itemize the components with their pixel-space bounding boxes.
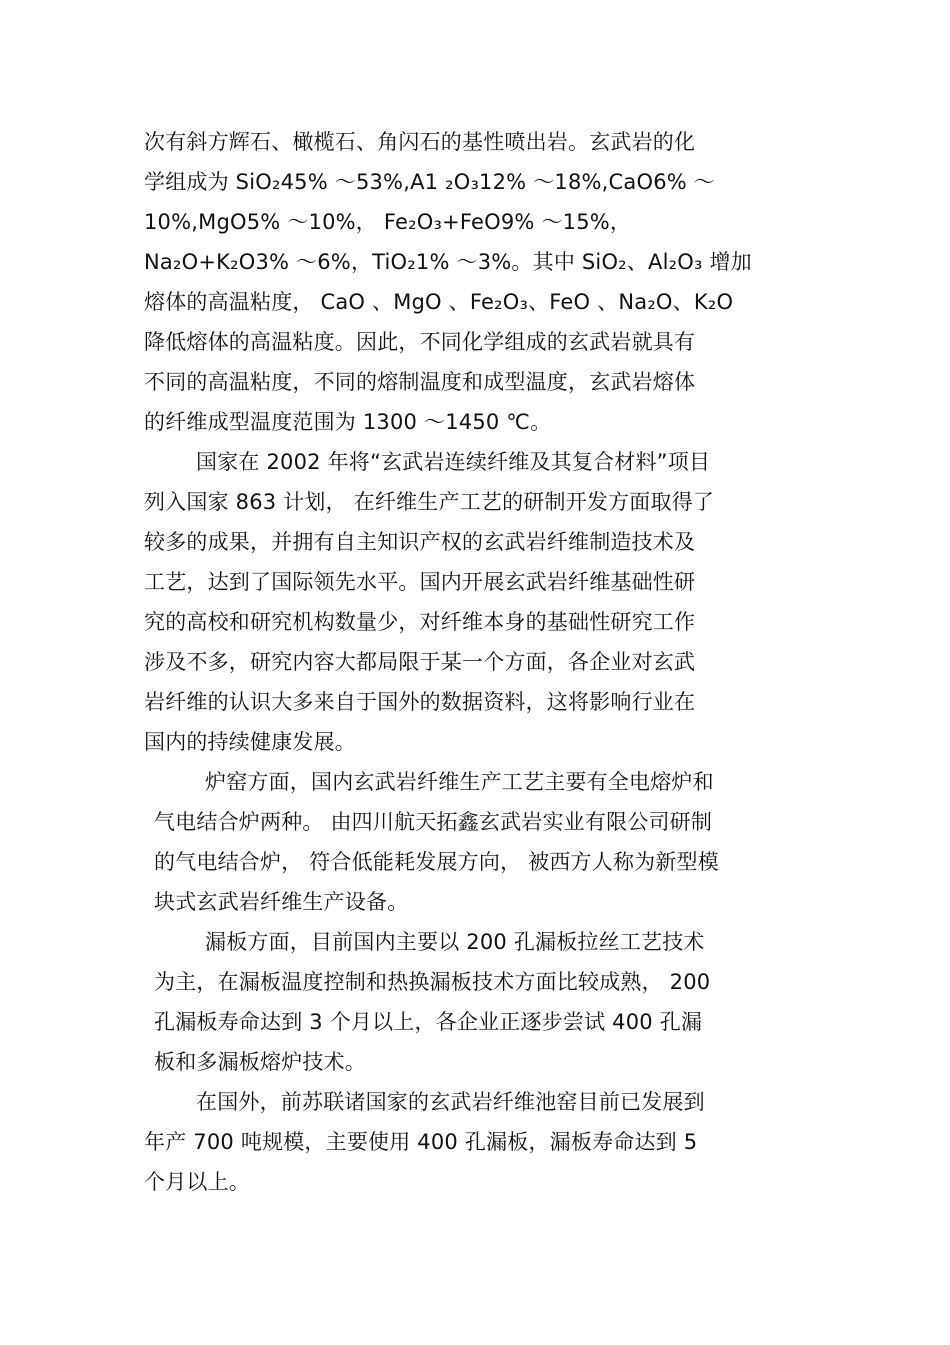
text-line: 工艺，达到了国际领先水平。国内开展玄武岩纤维基础性研 — [144, 570, 696, 594]
text-line: 次有斜方辉石、橄榄石、角闪石的基性喷出岩。玄武岩的化 — [144, 130, 696, 154]
text-line: 炉窑方面，国内玄武岩纤维生产工艺主要有全电熔炉和 — [205, 770, 714, 794]
text-line: 熔体的高温粘度， CaO 、MgO 、Fe₂O₃、FeO 、Na₂O、K₂O — [144, 290, 734, 314]
text-line: 较多的成果，并拥有自主知识产权的玄武岩纤维制造技术及 — [144, 530, 696, 554]
text-line: 为主，在漏板温度控制和热换漏板技术方面比较成熟， 200 — [154, 970, 711, 994]
text-line: 的纤维成型温度范围为 1300 ～1450 ℃。 — [144, 410, 552, 434]
text-line: 板和多漏板熔炉技术。 — [154, 1050, 366, 1074]
text-line: 岩纤维的认识大多来自于国外的数据资料，这将影响行业在 — [144, 690, 696, 714]
text-line: 漏板方面，目前国内主要以 200 孔漏板拉丝工艺技术 — [205, 930, 705, 954]
text-line: 在国外，前苏联诸国家的玄武岩纤维池窑目前已发展到 — [196, 1090, 705, 1114]
text-line: 的气电结合炉， 符合低能耗发展方向， 被西方人称为新型模 — [154, 850, 719, 874]
text-line: 涉及不多，研究内容大都局限于某一个方面，各企业对玄武 — [144, 650, 696, 674]
text-line: 学组成为 SiO₂45% ～53%,A1 ₂O₃12% ～18%,CaO6% ～ — [144, 170, 716, 194]
text-line: 国家在 2002 年将“玄武岩连续纤维及其复合材料”项目 — [196, 450, 711, 474]
text-line: 10%,MgO5% ～10%， Fe₂O₃+FeO9% ～15%， — [144, 210, 632, 234]
text-line: 究的高校和研究机构数量少，对纤维本身的基础性研究工作 — [144, 610, 696, 634]
text-line: 个月以上。 — [144, 1170, 250, 1194]
text-line: 孔漏板寿命达到 3 个月以上，各企业正逐步尝试 400 孔漏 — [154, 1010, 703, 1034]
text-line: 年产 700 吨规模，主要使用 400 孔漏板，漏板寿命达到 5 — [144, 1130, 698, 1154]
text-line: 列入国家 863 计划， 在纤维生产工艺的研制开发方面取得了 — [144, 490, 715, 514]
text-line: Na₂O+K₂O3% ～6%，TiO₂1% ～3%。其中 SiO₂、Al₂O₃ 增加 — [144, 250, 752, 274]
text-line: 块式玄武岩纤维生产设备。 — [154, 890, 409, 914]
text-line: 气电结合炉两种。 由四川航天拓鑫玄武岩实业有限公司研制 — [154, 810, 713, 834]
text-line: 降低熔体的高温粘度。因此，不同化学组成的玄武岩就具有 — [144, 330, 696, 354]
text-line: 国内的持续健康发展。 — [144, 730, 356, 754]
text-line: 不同的高温粘度，不同的熔制温度和成型温度，玄武岩熔体 — [144, 370, 696, 394]
